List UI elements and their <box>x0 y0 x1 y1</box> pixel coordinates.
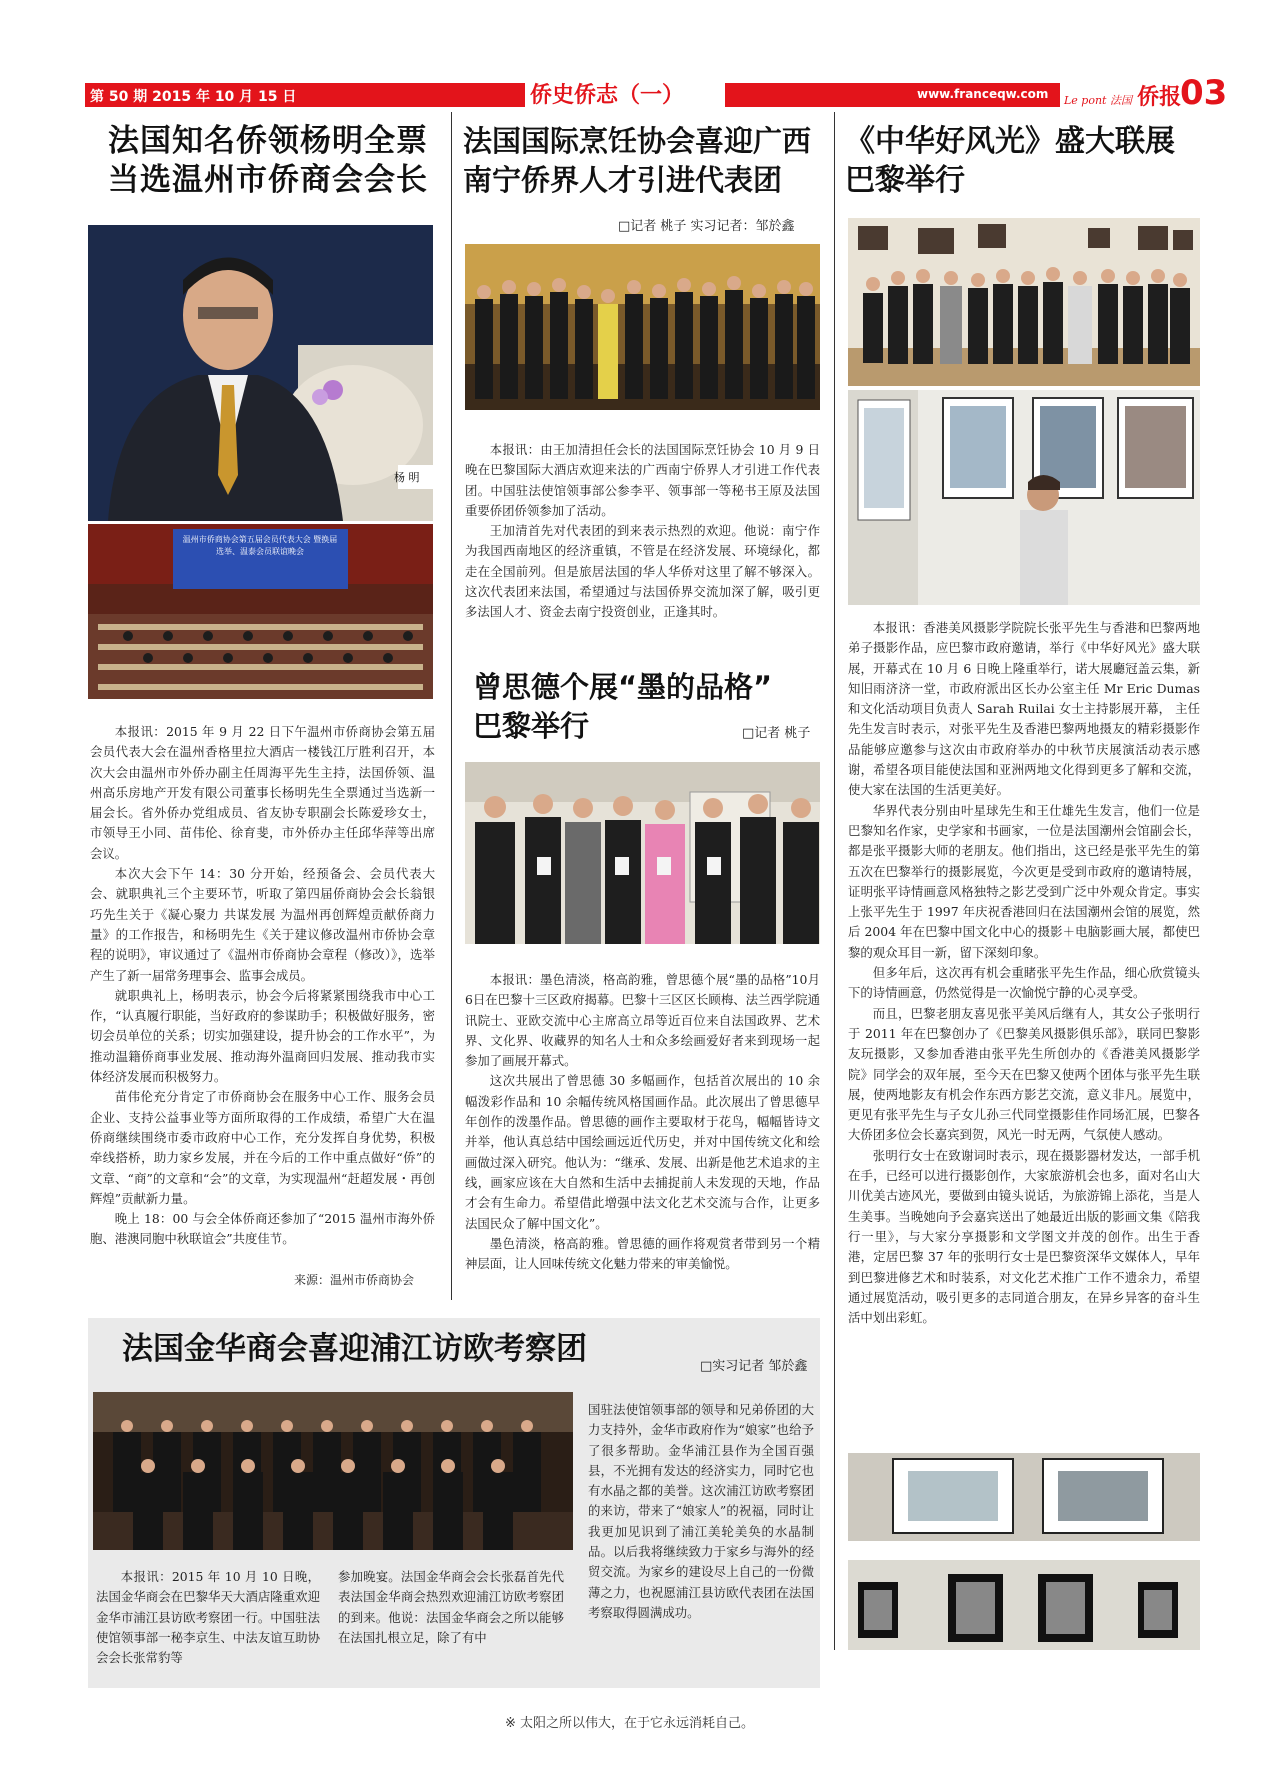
article1-paragraph: 就职典礼上，杨明表示，协会今后将紧紧围绕我市中心工作，“认真履行职能，当好政府的参谋助手；积极做好服务，密切会员单位的关系；切实加强建设，提升协会的工作水平”，为推动温籍侨商事业发展、推动海外温商回归发展、推动我市实体经济发展而积极努力。 <box>90 987 435 1085</box>
article2-paragraph: 王加清首先对代表团的到来表示热烈的欢迎。他说：南宁作为我国西南地区的经济重镇，不管是在经济发展、环境绿化，都走在全国前列。但是旅居法国的华人华侨对这里了解不够深入。这次代表团来法国，希望通过与法国侨界交流加深了解，吸引更多法国人才、资金去南宁投资创业，正逢其时。 <box>465 523 820 620</box>
article1-headline-line2: 当选温州市侨商会会长 <box>108 162 428 198</box>
article3-headline-line2: 巴黎举行 <box>473 709 590 743</box>
article1-photo-portrait <box>88 225 433 521</box>
article1-paragraph: 晚上 18：00 与会全体侨商还参加了“2015 温州市海外侨胞、港澳同胞中秋联谊会”共度佳节。 <box>90 1211 435 1247</box>
article2-headline <box>463 122 828 200</box>
article3-paragraph: 本报讯：墨色清淡，格高韵雅，曾思德个展“墨的品格”10月6日在巴黎十三区政府揭幕。巴黎十三区区长顾梅、法兰西学院通讯院士、亚欧交流中心主席高立昂等近百位来自法国政界、艺术界、文化界、收藏界的知名人士和众多绘画爱好者来到现场一起参加了画展开幕式。 <box>465 972 820 1069</box>
article5-headline: 法国金华商会喜迎浦江访欧考察团 <box>122 1331 587 1367</box>
article4-photo-frames <box>848 1560 1200 1650</box>
article1-photo-conference <box>88 524 433 699</box>
article5-col3 <box>588 1400 814 1682</box>
section-title: 侨史侨志（一） <box>530 83 685 108</box>
article5-col2 <box>338 1567 564 1682</box>
article5-paragraph: 参加晚宴。法国金华商会会长张磊首先代表法国金华商会热烈欢迎浦江访欧考察团的到来。他说：法国金华商会之所以能够在法国扎根立足，除了有中 <box>338 1569 564 1645</box>
article4-paragraph: 本报讯：香港美风摄影学院院长张平先生与香港和巴黎两地弟子摄影作品，应巴黎市政府邀请，举行《中华好风光》盛大联展，开幕式在 10 月 6 日晚上隆重举行，诺大展廳冠盖云集，新知旧雨济济一堂，市政府派出区长办公室主任 Mr Eric Dumas 和文化活动项目负责人 Sarah Ruilai 女士主持影展开幕， 主任先生发言时表示，对张平先生及香港巴黎两地摄友的精彩摄影作品能够应邀参与这次由市政府举办的中秋节庆展演活动表示感谢，希望各项目能使法国和亚洲两地文化得到更多了解和交流，使大家在法国的生活更美好。 <box>848 620 1200 798</box>
article4-headline-line1: 《中华好风光》盛大联展 <box>845 124 1175 159</box>
article2-paragraph: 本报讯：由王加清担任会长的法国国际烹饪协会 10 月 9 日晚在巴黎国际大酒店欢迎来法的广西南宁侨界人才引进工作代表团。中国驻法使馆领事部公参李平、领事部一等秘书王原及法国重要侨团侨领参加了活动。 <box>465 442 820 518</box>
article4-paragraph: 但多年后，这次再有机会重睹张平先生作品，细心欣赏镜头下的诗情画意，仍然觉得是一次愉悦宁静的心灵享受。 <box>848 965 1200 1001</box>
article4-photo-exhibition <box>848 390 1200 605</box>
paper-logo <box>1060 79 1185 112</box>
article3-body <box>465 970 820 1300</box>
article3-byline: □记者 桃子 <box>742 726 811 741</box>
article4-paragraph: 而且，巴黎老朋友喜见张平美风后继有人，其女公子张明行于 2011 年在巴黎创办了《巴黎美风摄影俱乐部》，联同巴黎影友玩摄影，又参加香港由张平先生所创办的《香港美风摄影学院》同学会的双年展，至今天在巴黎又使两个团体与张平先生联展，使两地影友有机会作东西方影艺交流，意义非凡。展览中，更见有张平先生与子女儿孙三代同堂摄影佳作同场汇展，巴黎各大侨团多位会长嘉宾到贺，风光一时无两，气氛使人感动。 <box>848 1005 1200 1143</box>
article4-headline-line2: 巴黎举行 <box>845 163 965 198</box>
article3-paragraph: 墨色清淡，格高韵雅。曾思德的画作将观赏者带到另一个精神层面，让人回味传统文化魅力带来的审美愉悦。 <box>465 1235 820 1272</box>
article4-paragraph: 华界代表分别由叶星球先生和王仕雄先生发言，他们一位是巴黎知名作家，史学家和书画家，一位是法国潮州会馆副会长，都是张平摄影大师的老朋友。他们指出，这已经是张平先生的第五次在巴黎举行的摄影展览，今次更是受到市政府的邀请特展，证明张平诗情画意风格独特之影艺受到广泛中外观众肯定。事实上张平先生于 1997 年庆祝香港回归在法国潮州会馆的展览，然后 2004 年在巴黎中国文化中心的摄影＋电脑影画大展，都使巴黎的观众耳目一新，留下深刻印象。 <box>848 802 1200 960</box>
article4-body <box>848 618 1200 1436</box>
nameplate: 杨 明 <box>394 471 420 484</box>
page-number: 03 <box>1180 73 1228 113</box>
article1-headline <box>108 122 448 200</box>
conference-banner: 温州市侨商协会第五届会员代表大会 暨换届选举、温泰会员联谊晚会 <box>182 535 338 556</box>
article1-paragraph: 本次大会下午 14：30 分开始，经预备会、会员代表大会、就职典礼三个主要环节，听取了第四届侨商协会会长翁银巧先生关于《凝心聚力 共谋发展 为温州再创辉煌贡献侨商力量》的工作报告，和杨明先生《关于建议修改温州市侨协会章程的说明》，审议通过了《温州市侨商协会章程（修改）》，选举产生了新一届常务理事会、监事会成员。 <box>90 866 435 983</box>
article5-paragraph: 本报讯：2015 年 10 月 10 日晚，法国金华商会在巴黎华天大酒店隆重欢迎金华市浦江县访欧考察团一行。中国驻法使馆领事部一秘李京生、中法友谊互助协会会长张常豹等 <box>96 1569 320 1666</box>
paper-latin-name: Le pont 法国 <box>1064 94 1132 107</box>
article5-paragraph: 国驻法使馆领事部的领导和兄弟侨团的大力支持外，金华市政府作为“娘家”也给予了很多帮助。金华浦江县作为全国百强县，不光拥有发达的经济实力，同时它也有水晶之都的美誉。这次浦江访欧考察团的来访，带来了“娘家人”的祝福，同时让我更加见识到了浦江美轮美奂的水晶制品。以后我将继续致力于家乡与海外的经贸交流。为家乡的建设尽上自己的一份微薄之力，也祝愿浦江县访欧代表团在法国考察取得圆满成功。 <box>588 1402 814 1620</box>
article1-paragraph: 苗伟伦充分肯定了市侨商协会在服务中心工作、服务会员企业、支持公益事业等方面所取得的工作成绩，希望广大在温侨商继续围绕市委市政府中心工作，充分发挥自身优势，积极牵线搭桥，助力家乡发展，并在今后的工作中重点做好“侨”的文章、“商”的文章和“会”的文章，为实现温州“赶超发展・再创辉煌”贡献新力量。 <box>90 1089 435 1206</box>
article5-col1 <box>96 1567 320 1682</box>
article2-body <box>465 440 820 646</box>
paper-name: 侨报 <box>1137 85 1182 110</box>
article3-headline-line1: 曾思德个展“墨的品格” <box>473 670 773 704</box>
column-rule-1 <box>451 112 452 1300</box>
footer-quote: ※ 太阳之所以伟大，在于它永远消耗自己。 <box>505 1716 755 1731</box>
article2-headline-line1: 法国国际烹饪协会喜迎广西 <box>463 124 812 158</box>
article1-source: 来源：温州市侨商协会 <box>294 1273 415 1287</box>
article2-photo-group <box>465 244 820 410</box>
article2-byline: □记者 桃子 实习记者：邹於鑫 <box>618 219 795 234</box>
website-url: www.franceqw.com <box>917 87 1049 101</box>
article3-paragraph: 这次共展出了曾思德 30 多幅画作，包括首次展出的 10 余幅泼彩作品和 10 余幅传统风格国画作品。此次展出了曾思德早年创作的泼墨作品。曾思德的画作主要取材于花鸟，幅幅皆诗文并举，他认真总结中国绘画远近代历史，并对中国传统文化和绘画做过深入研究。他认为：“继承、发展、出新是他艺术追求的主线，画家应该在大自然和生活中去捕捉前人未发现的天地，作品才会有生命力。希望借此增强中法文化艺术交流与合作，让更多法国民众了解中国文化”。 <box>465 1073 820 1231</box>
issue-date: 第 50 期 2015 年 10 月 15 日 <box>90 89 297 105</box>
article1-paragraph: 本报讯：2015 年 9 月 22 日下午温州市侨商协会第五届会员代表大会在温州香格里拉大酒店一楼钱江厅胜利召开，本次大会由温州市外侨办副主任周海平先生主持，法国侨领、温州高乐房地产开发有限公司董事长杨明先生全票通过当选新一届会长。省外侨办党组成员、省友协专职副会长陈爱珍女士，市领导王小同、苗伟伦、徐育斐，市外侨办主任邱华萍等出席会议。 <box>90 724 435 861</box>
article5-photo-group <box>93 1392 573 1550</box>
article5-byline: □实习记者 邹於鑫 <box>700 1359 808 1374</box>
article4-photo-paintings <box>848 1453 1200 1541</box>
article4-headline <box>845 122 1195 200</box>
article2-headline-line2: 南宁侨界人才引进代表团 <box>463 163 783 197</box>
article4-paragraph: 张明行女士在致谢词时表示，现在摄影器材发达，一部手机在手，已经可以进行摄影创作，大家旅游机会也多，面对名山大川优美古迹风光，要做到由镜头说话，为旅游锦上添花，当是人生美事。当晚她向予会嘉宾送出了她最近出版的影画文集《陪我行一里》，与大家分享摄影和文学图文并茂的创作。出生于香港，定居巴黎 37 年的张明行女士是巴黎资深华文媒体人，早年到巴黎进修艺术和时装系，对文化艺术推广工作不遗余力，希望通过展览活动，吸引更多的志同道合朋友，在异乡异客的奋斗生活中划出彩虹。 <box>848 1147 1200 1326</box>
column-rule-2 <box>834 112 835 1650</box>
article1-headline-line1: 法国知名侨领杨明全票 <box>108 123 428 159</box>
article3-photo-group <box>465 762 820 944</box>
article1-body <box>90 722 435 1267</box>
article4-photo-group <box>848 218 1200 386</box>
